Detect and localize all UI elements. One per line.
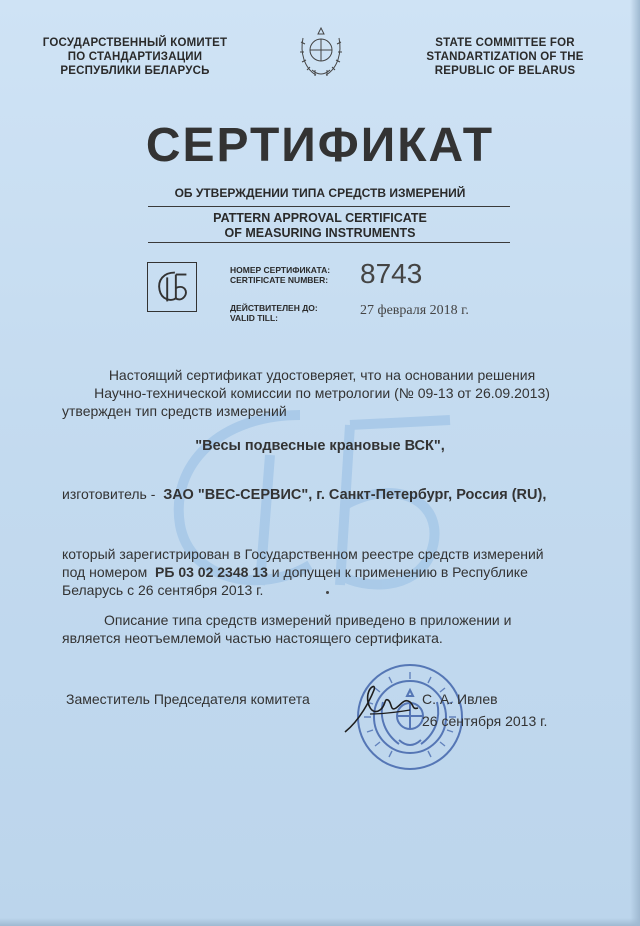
- manufacturer-line: [62, 485, 622, 504]
- label-ru: НОМЕР СЕРТИФИКАТА:: [230, 265, 331, 275]
- handwritten-signature-icon: [340, 680, 440, 740]
- ink-dot: [326, 591, 329, 594]
- signature-date: 26 сентября 2013 г.: [422, 713, 548, 729]
- valid-till-date: 27 февраля 2018 г.: [360, 303, 469, 318]
- signatory-role: Заместитель Председателя комитета: [66, 691, 310, 707]
- paragraph-line: Научно-технической комиссии по метрологии (№ 09-13 от 26.09.2013): [94, 385, 550, 401]
- product-name: "Весы подвесные крановые ВСК",: [195, 438, 445, 454]
- state-emblem-icon: [298, 26, 344, 80]
- page-edge-shadow: [630, 0, 640, 926]
- header-left-line: ГОСУДАРСТВЕННЫЙ КОМИТЕТ: [42, 37, 228, 49]
- paragraph-line: [62, 563, 602, 581]
- paragraph-line: Беларусь с 26 сентября 2013 г.: [62, 582, 264, 598]
- subtitle-ru: ОБ УТВЕРЖДЕНИИ ТИПА СРЕДСТВ ИЗМЕРЕНИЙ: [174, 186, 466, 200]
- paragraph-line: который зарегистрирован в Государственном реестре средств измерений: [62, 546, 544, 562]
- registry-number: РБ 03 02 2348 13: [155, 564, 268, 580]
- paragraph-line: Настоящий сертификат удостоверяет, что на основании решения: [108, 367, 536, 383]
- header-right-line: STATE COMMITTEE FOR: [435, 37, 575, 49]
- description-paragraph: [62, 611, 582, 647]
- header-right-line: REPUBLIC OF BELARUS: [434, 65, 576, 77]
- divider: [148, 242, 510, 243]
- header-left: [20, 36, 250, 78]
- certificate-number: 8743: [360, 258, 423, 289]
- header-left-line: РЕСПУБЛИКИ БЕЛАРУСЬ: [60, 65, 210, 77]
- label-en: VALID TILL:: [230, 313, 278, 323]
- header-left-line: ПО СТАНДАРТИЗАЦИИ: [67, 51, 203, 63]
- valid-till-label: [230, 303, 318, 323]
- page-edge-shadow: [0, 918, 640, 926]
- registry-prefix: под номером: [62, 564, 148, 580]
- paragraph-line: является неотъемлемой частью настоящего сертификата.: [62, 630, 443, 646]
- signatory-name: С. А. Ивлев: [422, 691, 498, 707]
- certification-body-logo-icon: [147, 262, 197, 312]
- divider: [148, 206, 510, 207]
- subtitle-en-line: OF MEASURING INSTRUMENTS: [224, 226, 416, 240]
- subtitle-en: [0, 211, 640, 241]
- intro-paragraph: [62, 366, 582, 420]
- label-ru: ДЕЙСТВИТЕЛЕН ДО:: [230, 303, 318, 313]
- certificate-number-label: [230, 265, 330, 285]
- certificate-title: СЕРТИФИКАТ: [145, 119, 495, 172]
- paragraph-line: Описание типа средств измерений приведено в приложении и: [104, 612, 512, 628]
- manufacturer-name: ЗАО "ВЕС-СЕРВИС", г. Санкт-Петербург, Россия (RU),: [163, 487, 547, 503]
- registry-suffix: и допущен к применению в Республике: [271, 564, 528, 580]
- header-right: [395, 36, 615, 78]
- header-right-line: STANDARTIZATION OF THE: [426, 51, 584, 63]
- manufacturer-label: изготовитель -: [62, 486, 156, 502]
- paragraph-line: утвержден тип средств измерений: [62, 403, 287, 419]
- subtitle-en-line: PATTERN APPROVAL CERTIFICATE: [213, 211, 427, 225]
- label-en: CERTIFICATE NUMBER:: [230, 275, 329, 285]
- registry-paragraph: [62, 545, 602, 599]
